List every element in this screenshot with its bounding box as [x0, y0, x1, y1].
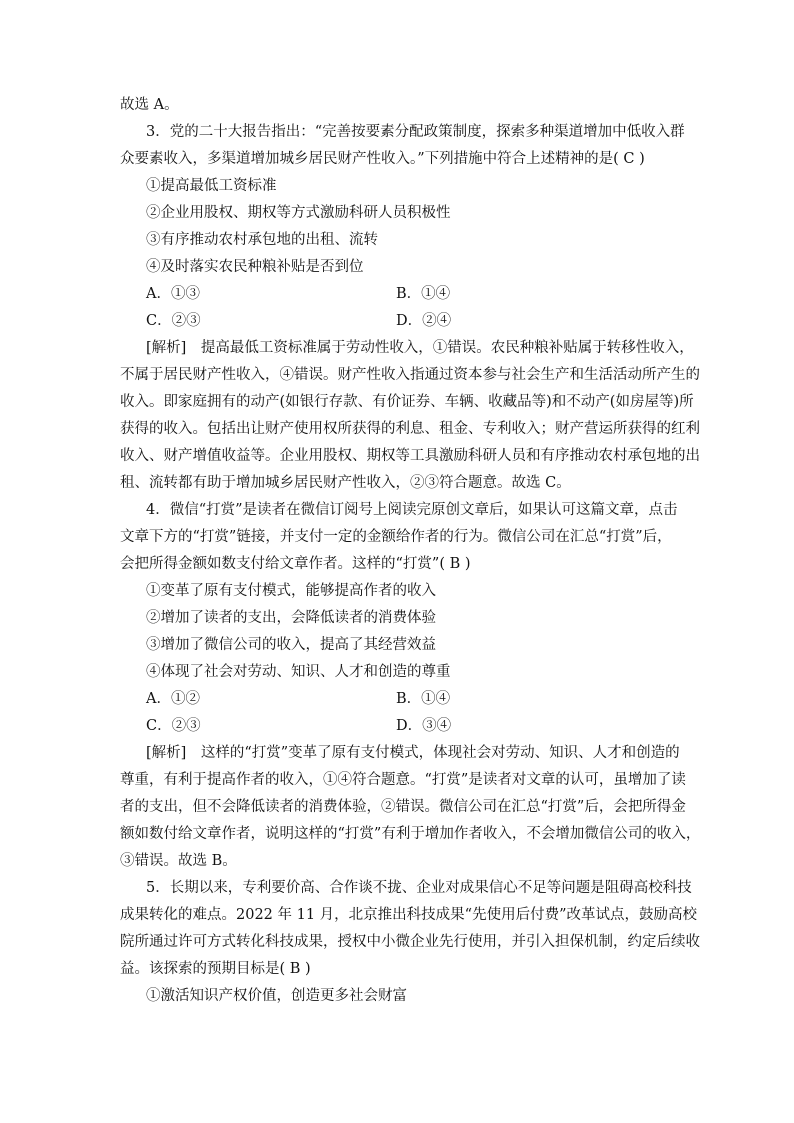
- question-3-analysis: 收入、财产增值收益等。企业用股权、期权等工具激励科研人员和有序推动农村承包地的出: [120, 448, 700, 464]
- question-5-stem: 院所通过许可方式转化科技成果，授权中小微企业先行使用，并引入担保机制，约定后续收: [120, 934, 700, 950]
- question-3-item-2: ②企业用股权、期权等方式激励科研人员积极性: [146, 205, 451, 221]
- option-b: B．①④: [396, 691, 451, 707]
- option-a: A．①③: [146, 286, 200, 302]
- option-d: D．②④: [396, 313, 452, 329]
- question-4-item-1: ①变革了原有支付模式，能够提高作者的收入: [146, 583, 436, 599]
- question-4-analysis: 者的支出，但不会降低读者的消费体验，②错误。微信公司在汇总“打赏”后，会把所得金: [120, 799, 686, 815]
- question-4-item-3: ③增加了微信公司的收入，提高了其经营效益: [146, 637, 436, 653]
- question-5-item-1: ①激活知识产权价值，创造更多社会财富: [146, 988, 407, 1004]
- question-3-analysis: 收入。即家庭拥有的动产(如银行存款、有价证券、车辆、收藏品等)和不动产(如房屋等)所: [120, 394, 694, 410]
- question-4-item-4: ④体现了社会对劳动、知识、人才和创造的尊重: [146, 664, 451, 680]
- question-4-analysis: ③错误。故选 B。: [120, 853, 237, 869]
- question-3-item-3: ③有序推动农村承包地的出租、流转: [146, 232, 378, 248]
- option-d: D．③④: [396, 718, 452, 734]
- question-3-item-1: ①提高最低工资标准: [146, 178, 277, 194]
- question-3-analysis: 不属于居民财产性收入，④错误。财产性收入指通过资本参与社会生产和生活活动所产生的: [120, 367, 700, 383]
- question-3-stem: 众要素收入，多渠道增加城乡居民财产性收入。”下列措施中符合上述精神的是( C ): [120, 151, 645, 167]
- text-line: 故选 A。: [120, 97, 179, 113]
- option-c: C．②③: [146, 718, 201, 734]
- question-3-analysis: 租、流转都有助于增加城乡居民财产性收入，②③符合题意。故选 C。: [120, 475, 571, 491]
- question-4-analysis: 额如数付给文章作者，说明这样的“打赏”有利于增加作者收入，不会增加微信公司的收入，: [120, 826, 701, 842]
- question-3-analysis: 获得的收入。包括出让财产使用权所获得的利息、租金、专利收入；财产营运所获得的红利: [120, 421, 700, 437]
- question-4-stem: 会把所得金额如数支付给文章作者。这样的“打赏”( B ): [120, 556, 471, 572]
- question-4-item-2: ②增加了读者的支出，会降低读者的消费体验: [146, 610, 436, 626]
- question-3-stem: 3．党的二十大报告指出：“完善按要素分配政策制度，探索多种渠道增加中低收入群: [146, 124, 685, 140]
- question-4-analysis: 尊重，有利于提高作者的收入，①④符合题意。“打赏”是读者对文章的认可，虽增加了读: [120, 772, 686, 788]
- question-3-item-4: ④及时落实农民种粮补贴是否到位: [146, 259, 364, 275]
- option-a: A．①②: [146, 691, 200, 707]
- question-5-stem: 5．长期以来，专利要价高、合作谈不拢、企业对成果信心不足等问题是阻碍高校科技: [146, 880, 692, 896]
- option-c: C．②③: [146, 313, 201, 329]
- question-5-stem: 成果转化的难点。2022 年 11 月，北京推出科技成果“先使用后付费”改革试点，鼓励高校: [120, 907, 698, 923]
- option-b: B．①④: [396, 286, 451, 302]
- question-4-stem: 4．微信“打赏”是读者在微信订阅号上阅读完原创文章后，如果认可这篇文章，点击: [146, 502, 678, 518]
- question-4-analysis: [解析] 这样的“打赏”变革了原有支付模式，体现社会对劳动、知识、人才和创造的: [146, 745, 680, 761]
- question-4-stem: 文章下方的“打赏”链接，并支付一定的金额给作者的行为。微信公司在汇总“打赏”后，: [120, 529, 672, 545]
- question-5-stem: 益。该探索的预期目标是( B ): [120, 961, 311, 977]
- question-3-analysis: [解析] 提高最低工资标准属于劳动性收入，①错误。农民种粮补贴属于转移性收入，: [146, 340, 694, 356]
